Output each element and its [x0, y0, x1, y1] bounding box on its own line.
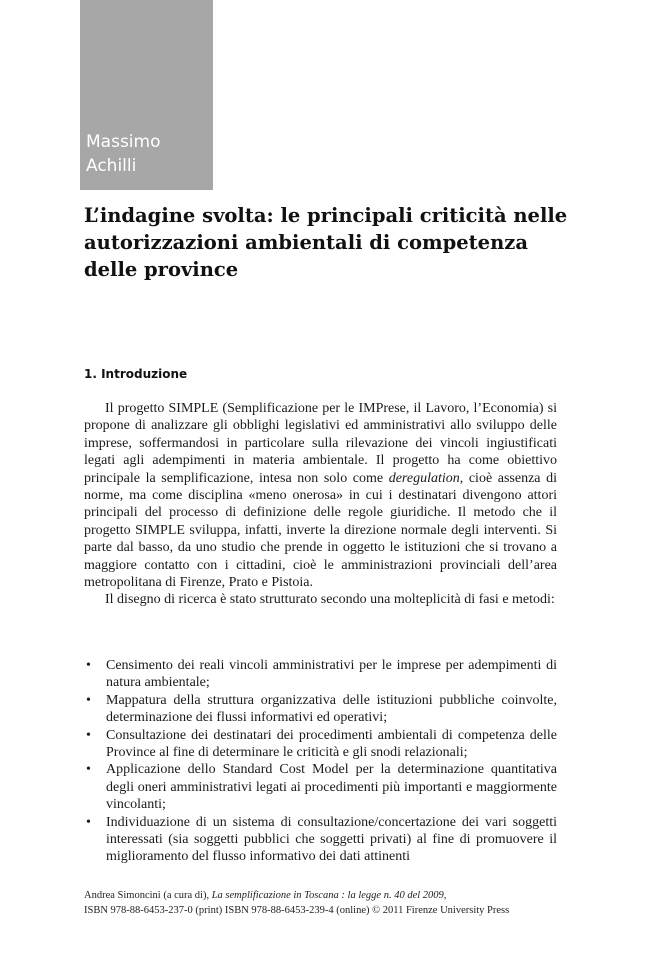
paragraph-2: Il disegno di ricerca è stato strutturato secondo una molteplicità di fasi e metodi:: [105, 592, 555, 608]
bullet-icon: •: [86, 814, 91, 830]
footer-editor: Andrea Simoncini (a cura di),: [84, 890, 212, 901]
author-box: [80, 0, 213, 190]
list-item: [84, 761, 557, 813]
list-item-text: Censimento dei reali vincoli amministrativi per le imprese per adempimenti di natura ambientale;: [106, 658, 557, 691]
list-item-text: Applicazione dello Standard Cost Model per la determinazione quantitativa degli oneri amministrativi legati ai procedimenti più importanti e maggiormente vincolanti;: [106, 762, 557, 813]
body-text: [84, 400, 557, 609]
footer-comma: ,: [443, 890, 447, 901]
list-item: [84, 692, 557, 727]
author-last-name: Achilli: [86, 156, 137, 176]
bullet-icon: •: [86, 727, 91, 743]
paragraph-1: [84, 400, 557, 591]
list-item-text: Individuazione di un sistema di consultazione/concertazione dei vari soggetti interessati (sia soggetti pubblici che soggetti privati) al fine di promuovere il miglioramento del flusso informativo dei dati attinenti: [106, 814, 557, 865]
footer-citation: [84, 888, 584, 903]
footer-isbn: ISBN 978-88-6453-237-0 (print) ISBN 978-88-6453-239-4 (online) © 2011 Firenze University Press: [84, 905, 510, 916]
method-list: [84, 657, 557, 866]
author-first-name: Massimo: [86, 132, 161, 152]
paragraph-1-emphasis: deregulation: [388, 470, 460, 486]
list-item: [84, 657, 557, 692]
list-item-text: Consultazione dei destinatari dei procedimenti ambientali di competenza delle Province al fine di determinare le criticità e gli snodi relazionali;: [106, 727, 557, 761]
section-heading: 1. Introduzione: [84, 367, 188, 381]
chapter-title: L’indagine svolta: le principali criticità nelle autorizzazioni ambientali di competenza delle province: [84, 204, 568, 281]
list-item: [84, 814, 557, 866]
page-footer: [84, 888, 584, 918]
footer-book-title: La semplificazione in Toscana : la legge n. 40 del 2009: [211, 890, 444, 901]
paragraph-1-part-a: Il progetto SIMPLE (Semplificazione per le IMPrese, il Lavoro, l’Economia) si propone di analizzare gli obblighi legislativi ed amministrativi allo sviluppo delle imprese, soffermandosi in particolare sulla rilevazione dei vincoli ingiustificati legati agli adempimenti in materia ambientale. Il progetto ha come obiettivo principale la semplificazione, intesa non solo come: [84, 401, 557, 486]
bullet-icon: •: [86, 762, 91, 778]
list-item: [84, 727, 557, 762]
bullet-icon: •: [86, 692, 91, 708]
list-item-text: Mappatura della struttura organizzativa delle istituzioni pubbliche coinvolte, determinazione dei flussi informativi ed operativi;: [106, 692, 557, 726]
bullet-icon: •: [86, 658, 91, 673]
paragraph-1-part-b: , cioè assenza di norme, ma come disciplina «meno onerosa» in cui i destinatari divengono attori principali del processo di definizione delle regole giuridiche. Il metodo che il progetto SIMPLE sviluppa, infatti, inverte la direzione normale degli interventi. Si parte dal basso, da uno studio che prende in oggetto le istituzioni che si trovano a maggiore contatto con i cittadini, cioè le amministrazioni provinciali dell’area metropolitana di Firenze, Prato e Pistoia.: [84, 470, 558, 591]
